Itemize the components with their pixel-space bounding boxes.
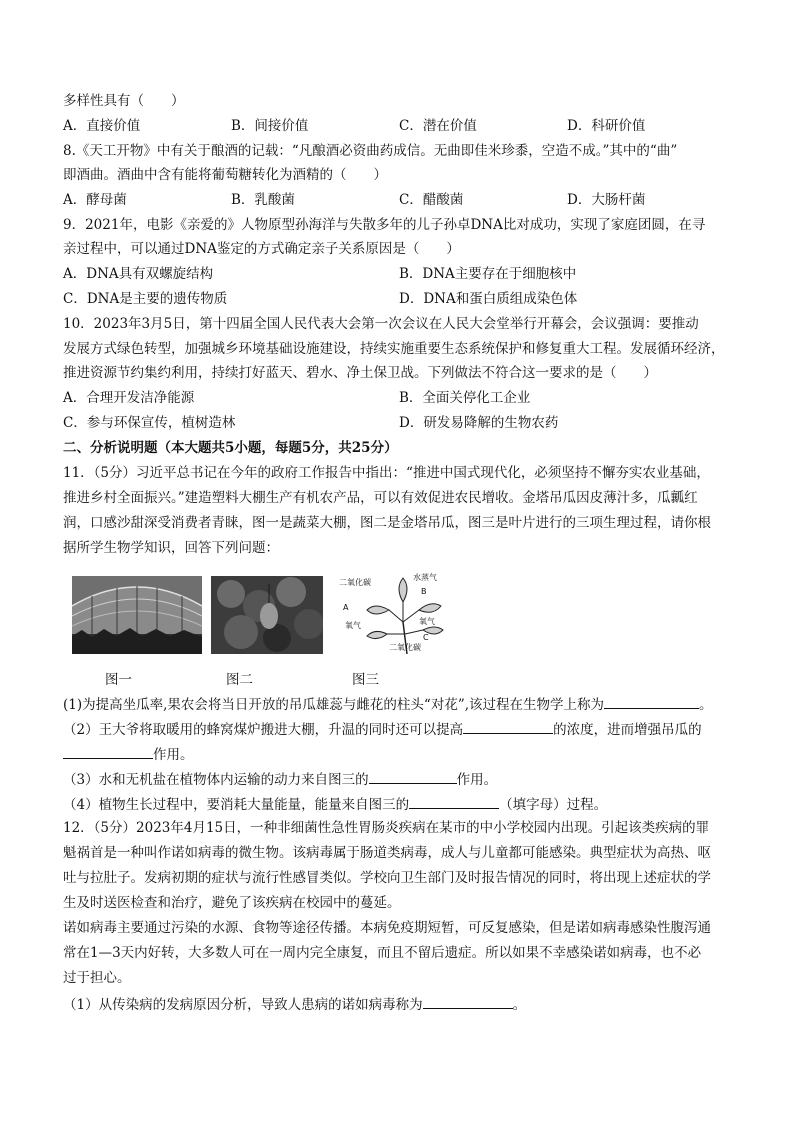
q10-stem-line2: 发展方式绿色转型，加强城乡环境基础设施建设，持续实施重要生态系统保护和修复重大工程。发展循环经济， <box>63 341 725 357</box>
q12-stem-line6: 常在1—3天内好转，大多数人可在一周内完全康复，而且不留后遗症。所以如果不幸感染诺如病毒，也不必 <box>63 945 702 961</box>
q12-stem-line1: 12．（5分）2023年4月15日，一种非细菌性急性胃肠炎疾病在某市的中小学校园内出现。引起该类疾病的罪 <box>63 820 710 836</box>
figure1-greenhouse-photo <box>72 576 202 654</box>
q11-stem-line2: 推进乡村全面振兴。”建造塑料大棚生产有机农产品，可以有效促进农民增收。金塔吊瓜因皮薄汁多，瓜瓤红 <box>63 490 698 506</box>
q7-option-d[interactable]: D．科研价值 <box>567 118 646 134</box>
q10-option-d[interactable]: D．研发易降解的生物农药 <box>399 415 559 431</box>
q11-sub3-answer-blank[interactable] <box>369 769 457 784</box>
q11-sub2-mid: 的浓度，进而增强吊瓜的 <box>553 722 702 738</box>
diagram-label-c: C <box>423 633 429 642</box>
q10-option-b[interactable]: B．全面关停化工企业 <box>399 390 531 406</box>
q11-sub1-end: 。 <box>699 697 713 713</box>
figure3-leaf-diagram <box>337 572 462 654</box>
q11-stem-line3: 润，口感沙甜深受消费者青睐，图一是蔬菜大棚，图二是金塔吊瓜，图三是叶片进行的三项生理过程，请你根 <box>63 515 711 531</box>
diagram-label-o2-right: 氧气 <box>419 617 435 626</box>
q11-sub2-cont <box>63 744 194 764</box>
q11-sub4-text: （4）植物生长过程中，要消耗大量能量，能量来自图三的 <box>63 797 410 813</box>
q11-sub2-text: （2）王大爷将取暖用的蜂窝煤炉搬进大棚，升温的同时还可以提高 <box>63 722 464 738</box>
q9-stem-line2: 亲过程中，可以通过DNA鉴定的方式确定亲子关系原因是（ ） <box>63 241 460 257</box>
q11-sub3-text: （3）水和无机盐在植物体内运输的动力来自图三的 <box>63 772 369 788</box>
diagram-label-co2-top: 二氧化碳 <box>339 578 371 587</box>
diagram-label-vapor: 水蒸气 <box>413 573 437 582</box>
q8-stem-line2: 即酒曲。酒曲中含有能将葡萄糖转化为酒精的（ ） <box>63 167 387 183</box>
q11-sub4-end: （填字母）过程。 <box>499 797 608 813</box>
q7-stem: 多样性具有（ ） <box>63 93 185 109</box>
q9-option-c[interactable]: C．DNA是主要的遗传物质 <box>63 291 228 307</box>
q8-option-a[interactable]: A．酵母菌 <box>63 192 127 208</box>
q12-sub1-end: 。 <box>512 997 527 1013</box>
q12-stem-line5: 诺如病毒主要通过污染的水源、食物等途径传播。本病免疫期短暂，可反复感染，但是诺如病毒感染性腹泻通 <box>63 920 711 936</box>
q8-option-c[interactable]: C．醋酸菌 <box>399 192 464 208</box>
q12-stem-line4: 生及时送医检查和治疗，避免了该疾病在校园中的蔓延。 <box>63 895 401 911</box>
q9-stem-line1: 9．2021年，电影《亲爱的》人物原型孙海洋与失散多年的儿子孙卓DNA比对成功，实现了家庭团圆，在寻 <box>63 217 706 233</box>
section-heading: 二、分析说明题（本大题共5小题，每题5分，共25分） <box>63 440 398 456</box>
diagram-label-a: A <box>343 603 349 612</box>
q11-sub1 <box>63 694 713 714</box>
q11-sub3-end: 作用。 <box>456 772 498 788</box>
q11-sub1-text: (1)为提高坐瓜率,果农会将当日开放的吊瓜雄蕊与雌花的柱头“对花”,该过程在生物学上称为 <box>63 697 605 713</box>
q11-sub2-answer-blank-2[interactable] <box>63 744 153 759</box>
q11-stem-line1: 11．（5分）习近平总书记在今年的政府工作报告中指出：“推进中国式现代化，必须坚持不懈夯实农业基础， <box>63 465 710 481</box>
q10-option-a[interactable]: A．合理开发洁净能源 <box>63 390 195 406</box>
q11-sub2-answer-blank-1[interactable] <box>463 719 553 734</box>
q11-sub3 <box>63 769 497 789</box>
figure2-melon-photo <box>211 576 323 654</box>
q10-option-c[interactable]: C．参与环保宣传，植树造林 <box>63 415 236 431</box>
figure3-caption: 图三 <box>352 672 379 688</box>
q8-stem-line1: 8.《天工开物》中有关于酿酒的记载：“凡酿酒必资曲药成信。无曲即佳米珍黍，空造不成。”其中的“曲” <box>63 143 678 159</box>
q11-sub2-end: 作用。 <box>153 747 194 763</box>
q12-sub1-text: （1）从传染病的发病原因分析，导致人患病的诺如病毒称为 <box>63 997 423 1013</box>
q12-stem-line3: 吐与拉肚子。发病初期的症状与流行性感冒类似。学校向卫生部门及时报告情况的同时，将出现上述症状的学 <box>63 870 711 886</box>
q9-option-a[interactable]: A．DNA具有双螺旋结构 <box>63 266 214 282</box>
q10-stem-line3: 推进资源节约集约利用，持续打好蓝天、碧水、净土保卫战。下列做法不符合这一要求的是（ ） <box>63 365 657 381</box>
q9-option-b[interactable]: B．DNA主要存在于细胞核中 <box>399 266 577 282</box>
q7-option-b[interactable]: B．间接价值 <box>231 118 309 134</box>
q11-stem-line4: 据所学生物学知识，回答下列问题： <box>63 540 279 556</box>
q10-stem-line1: 10．2023年3月5日，第十四届全国人民代表大会第一次会议在人民大会堂举行开幕会，会议强调：要推动 <box>63 316 699 332</box>
q8-option-b[interactable]: B．乳酸菌 <box>231 192 295 208</box>
diagram-label-co2-bottom: 二氧化碳 <box>389 643 421 652</box>
diagram-label-b: B <box>421 587 427 596</box>
q7-option-a[interactable]: A．直接价值 <box>63 118 141 134</box>
q11-sub4 <box>63 794 607 814</box>
figure1-caption: 图一 <box>105 672 132 688</box>
q7-option-c[interactable]: C．潜在价值 <box>399 118 477 134</box>
q11-sub2 <box>63 719 702 739</box>
q11-sub1-answer-blank[interactable] <box>604 694 699 709</box>
q12-sub1-answer-blank[interactable] <box>423 994 513 1009</box>
diagram-label-o2-left: 氧气 <box>345 621 361 630</box>
figure2-caption: 图二 <box>226 672 253 688</box>
q12-stem-line7: 过于担心。 <box>63 970 131 986</box>
q8-option-d[interactable]: D．大肠杆菌 <box>567 192 646 208</box>
q12-stem-line2: 魁祸首是一种叫作诺如病毒的微生物。该病毒属于肠道类病毒，成人与儿童都可能感染。典型症状为高热、呕 <box>63 845 711 861</box>
q12-sub1 <box>63 994 526 1014</box>
q11-sub4-answer-blank[interactable] <box>409 794 499 809</box>
q9-option-d[interactable]: D．DNA和蛋白质组成染色体 <box>399 291 578 307</box>
